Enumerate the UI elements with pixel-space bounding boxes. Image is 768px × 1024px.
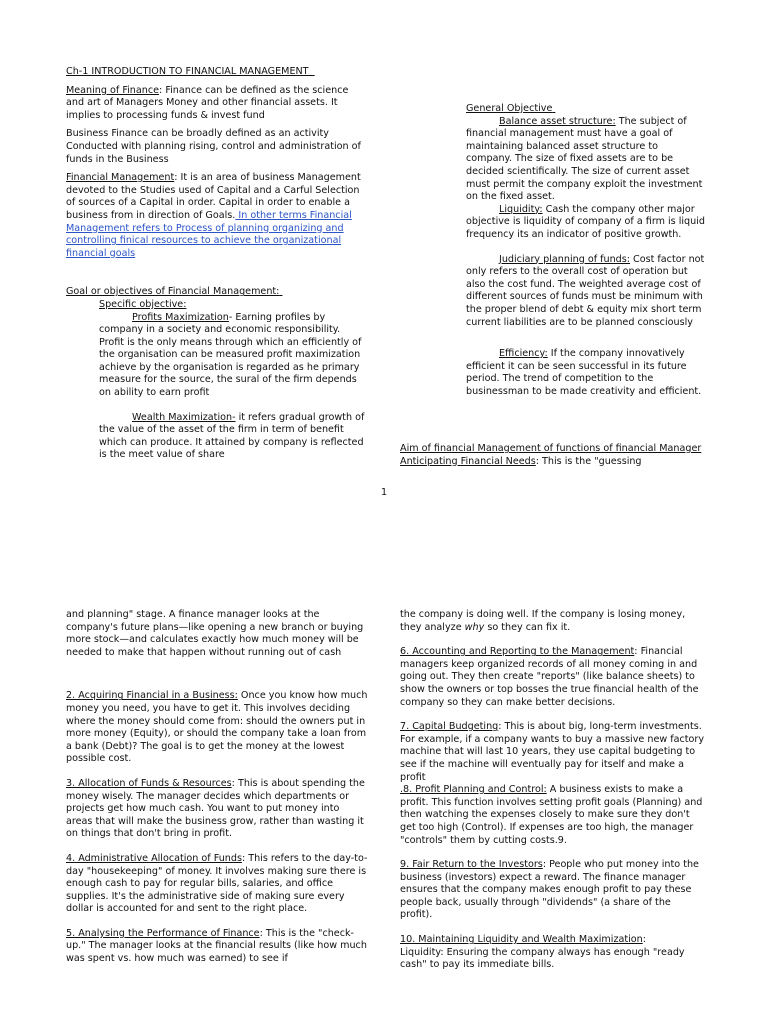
liquidity-term: Liquidity: <box>499 203 543 215</box>
item6-term: 6. Accounting and Reporting to the Management <box>400 646 635 658</box>
balance-asset-structure: Balance asset structure: The subject of financial management must have a goal of maintaining balanced asset structure to company. The size of fixed assets are to be decided scientifically. The size of current asset must permit the company exploit the investment on the fixed asset. <box>466 115 703 203</box>
general-objective-heading: General Objective <box>466 103 553 114</box>
anticipating-continuation: and planning" stage. A finance manager looks at the company's future plans—like opening a new branch or buying more stock—and calculates exactly how much money will be needed to make that happen without running out of cash <box>66 609 364 658</box>
item10-term: 10. Maintaining Liquidity and Wealth Maximization <box>400 934 643 946</box>
balance-term: Balance asset structure: <box>499 115 616 127</box>
item-profit-planning: .8. Profit Planning and Control: A business exists to make a profit. This function involves setting profit goals (Planning) and then watching the expenses closely to make sure they don't get too high (Control). If expenses are too high, the manager "controls" them by cutting costs.9. <box>400 784 703 846</box>
efficiency-objective: Efficiency: If the company innovatively efficient it can be seen successful in its future period. The trend of competition to the businessman to be made creativity and efficient. <box>466 348 702 397</box>
item-maintaining-liquidity: 10. Maintaining Liquidity and Wealth Maximization: <box>400 934 646 946</box>
item-fair-return: 9. Fair Return to the Investors: People who put money into the business (investors) expect a reward. The finance manager ensures that the company makes enough profit to pay these people back, usually through "dividends" (a share of the profit). <box>400 859 699 921</box>
page1-left-column <box>66 66 368 462</box>
judiciary-term: Judiciary planning of funds: <box>499 253 630 265</box>
aim-term: Aim of financial Management of functions of financial Manager Anticipating Financial Needs <box>400 443 702 467</box>
page2-left-column <box>66 609 368 966</box>
item-administrative-allocation: 4. Administrative Allocation of Funds: This refers to the day-to-day "housekeeping" of money. It involves making sure there is enough cash to pay for regular bills, salaries, and office supplies. It's the administrative side of making sure every dollar is accounted for and sent to the right place. <box>66 852 368 915</box>
page1-right-column <box>466 103 706 398</box>
page-number: 1 <box>381 487 388 498</box>
liquidity-objective: Liquidity: Cash the company other major objective is liquidity of company of a firm is liquid frequency its an indicator of positive growth. <box>466 203 705 240</box>
aim-paragraph: Aim of financial Management of functions of financial Manager Anticipating Financial Needs: This is the "guessing <box>400 443 702 467</box>
meaning-of-finance: Meaning of Finance: Finance can be defined as the science and art of Managers Money and other financial assets. It implies to processing funds & invest fund <box>66 84 349 121</box>
chapter-title: Ch-1 INTRODUCTION TO FINANCIAL MANAGEMENT <box>66 66 309 77</box>
judiciary-planning: Judiciary planning of funds: Cost factor not only refers to the overall cost of operation but also the cost fund. The weighted average cost of different sources of funds must be minimum with the proper blend of debt & equity mix short term current liabilities are to be planned consciously <box>466 253 705 328</box>
item4-term: 4. Administrative Allocation of Funds <box>66 852 242 864</box>
wealth-maximization: Wealth Maximization- it refers gradual growth of the value of the asset of the firm in term of benefit which can produce. It attained by company is reflected is the meet value of share <box>99 411 365 461</box>
item5-continuation: the company is doing well. If the company is losing money, they analyze why so they can fix it. <box>400 609 686 633</box>
item-accounting-reporting: 6. Accounting and Reporting to the Management: Financial managers keep organized records of all money coming in and going out. They then create "reports" (like balance sheets) to show the owners or top bosses the true financial health of the company so they can make better decisions. <box>400 646 699 708</box>
item8-term: .8. Profit Planning and Control: <box>400 784 547 796</box>
financial-management-term: Financial Management <box>66 172 175 184</box>
item9-term: 9. Fair Return to the Investors <box>400 859 543 871</box>
meaning-term: Meaning of Finance <box>66 84 160 96</box>
item-analysing-performance: 5. Analysing the Performance of Finance: This is the "check-up." The manager looks at the financial results (like how much was spent vs. how much was earned) to see if <box>66 927 367 965</box>
financial-management-paragraph: Financial Management: It is an area of business Management devoted to the Studies used of Capital and a Carful Selection of sources of a Capital in order. Capital in order to enable a business from in direction of Goals. In other terms Financial Management refers to Process of planning organizing and controlling finical resources to achieve the organizational financial goals <box>66 172 361 259</box>
item10-liquidity-text: Liquidity: Ensuring the company always has enough "ready cash" to pay its immediate bills. <box>400 946 685 971</box>
page2-right-column <box>400 609 706 972</box>
item3-term: 3. Allocation of Funds & Resources <box>66 777 232 789</box>
item-acquiring-finance: 2. Acquiring Financial in a Business: Once you know how much money you need, you have to get it. This involves deciding where the money should come from: should the owners put in more money (Equity), or should the company take a loan from a bank (Debt)? The goal is to get the money at the lowest possible cost. <box>66 690 368 765</box>
profits-maximization: Profits Maximization- Earning profiles by company in a society and economic responsibility. Profit is the only means through which an efficiently of the organisation can be measured profit maximization achieve by the organisation is regarded as he primary measure for the source, the sural of the firm depends on ability to earn profit <box>99 311 362 399</box>
goals-heading: Goal or objectives of Financial Management: <box>66 286 280 298</box>
item5-term: 5. Analysing the Performance of Finance <box>66 927 260 939</box>
business-finance-paragraph: Business Finance can be broadly defined as an activity Conducted with planning rising, control and administration of funds in the Business <box>66 128 361 165</box>
efficiency-term: Efficiency: <box>499 348 548 360</box>
wealth-term: Wealth Maximization- <box>132 411 236 423</box>
item2-term: 2. Acquiring Financial in a Business: <box>66 690 238 702</box>
item-capital-budgeting: 7. Capital Budgeting: This is about big, long-term investments. For example, if a company wants to buy a massive new factory machine that will last 10 years, they use capital budgeting to see if the machine will eventually pay for itself and make a profit <box>400 721 705 783</box>
financial-management-link[interactable]: In other terms Financial Management refers to Process of planning organizing and controlling finical resources to achieve the organizational financial goals <box>66 209 352 259</box>
specific-objective-heading: Specific objective: <box>99 298 187 310</box>
item7-term: 7. Capital Budgeting <box>400 721 499 733</box>
profits-term: Profits Maximization <box>132 311 229 323</box>
item-allocation-of-funds: 3. Allocation of Funds & Resources: This is about spending the money wisely. The manager decides which departments or projects get how much cash. You want to put money into areas that will make the business grow, rather than wasting it on things that don't bring in profit. <box>66 777 365 840</box>
